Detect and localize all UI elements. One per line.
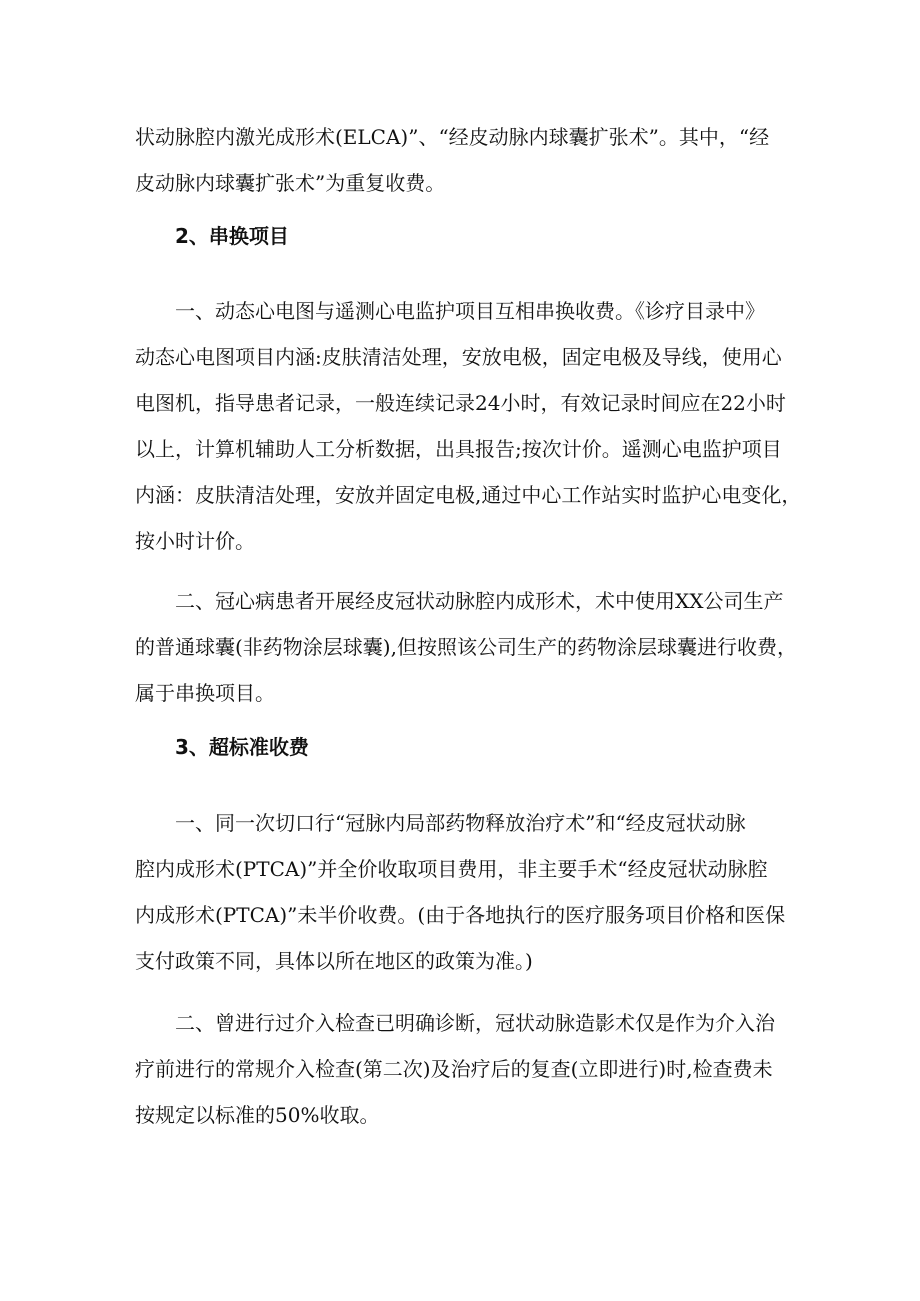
text-line: 疗前进行的常规介入检查(第二次)及治疗后的复查(立即进行)时,检查费未 bbox=[135, 1057, 773, 1081]
text-line: 内成形术(PTCA)”未半价收费。(由于各地执行的医疗服务项目价格和医保 bbox=[135, 903, 786, 927]
text-line: 一、同一次切口行“冠脉内局部药物释放治疗术”和“经皮冠状动脉 bbox=[175, 811, 746, 835]
text-line: 的普通球囊(非药物涂层球囊),但按照该公司生产的药物涂层球囊进行收费， bbox=[135, 635, 797, 659]
text-line: 状动脉腔内激光成形术(ELCA)”、“经皮动脉内球囊扩张术”。其中，“经 bbox=[135, 125, 770, 149]
paragraph-ptca-overcharge bbox=[135, 800, 800, 984]
text-line: 内涵：皮肤清洁处理，安放并固定电极,通过中心工作站实时监护心电变化， bbox=[135, 483, 802, 507]
paragraph-angiography-overcharge bbox=[135, 1000, 800, 1138]
text-line: 以上，计算机辅助人工分析数据，出具报告;按次计价。遥测心电监护项目 bbox=[135, 437, 782, 461]
text-line: 动态心电图项目内涵:皮肤清洁处理，安放电极，固定电极及导线，使用心 bbox=[135, 345, 782, 369]
text-line: 电图机，指导患者记录，一般连续记录24小时，有效记录时间应在22小时 bbox=[135, 391, 786, 415]
text-line: 二、曾进行过介入检查已明确诊断，冠状动脉造影术仅是作为介入治 bbox=[175, 1011, 775, 1035]
text-line: 腔内成形术(PTCA)”并全价收取项目费用，非主要手术“经皮冠状动脉腔 bbox=[135, 857, 768, 881]
paragraph-elca-duplicate-fee bbox=[135, 114, 800, 206]
text-line: 皮动脉内球囊扩张术”为重复收费。 bbox=[135, 171, 446, 195]
text-line: 属于串换项目。 bbox=[135, 681, 275, 705]
text-line: 一、动态心电图与遥测心电监护项目互相串换收费。《诊疗目录中》 bbox=[175, 299, 765, 323]
text-line: 支付政策不同，具体以所在地区的政策为准。) bbox=[135, 949, 533, 973]
section-heading-overcharge: 3、超标准收费 bbox=[175, 735, 309, 759]
text-line: 按规定以标准的50%收取。 bbox=[135, 1103, 380, 1127]
paragraph-ecg-substitution bbox=[135, 288, 800, 564]
paragraph-balloon-substitution bbox=[135, 578, 800, 716]
text-line: 按小时计价。 bbox=[135, 529, 255, 553]
text-line: 二、冠心病患者开展经皮冠状动脉腔内成形术，术中使用XX公司生产 bbox=[175, 589, 784, 613]
section-heading-substitution: 2、串换项目 bbox=[175, 224, 289, 248]
